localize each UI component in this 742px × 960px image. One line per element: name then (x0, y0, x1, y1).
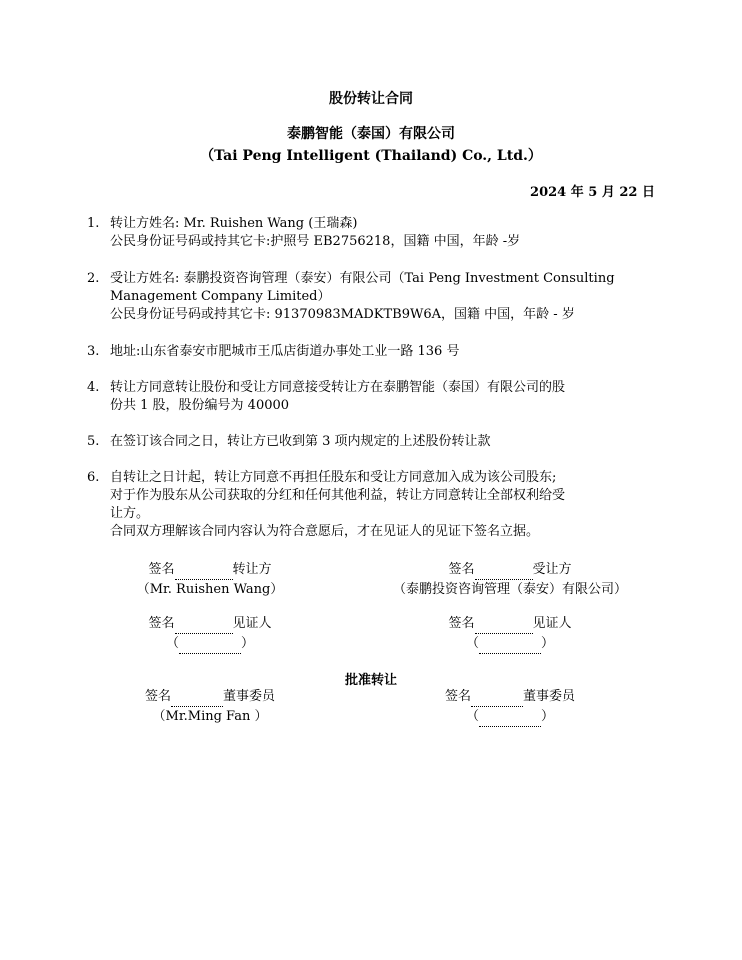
paren-close: ） (241, 636, 255, 651)
approval-title: 批准转让 (344, 673, 397, 688)
sign-label: 签名 (148, 616, 175, 631)
role-label: 转让方 (232, 562, 272, 577)
clause-line: 转让方同意转让股份和受让方同意接受转让方在泰鹏智能（泰国）有限公司的股 (110, 380, 566, 395)
signature-line (475, 618, 533, 634)
transferor-signature (130, 560, 290, 600)
clause-line: 转让方姓名: Mr. Ruishen Wang (王瑞森) (110, 216, 358, 231)
paren-close: ） (541, 636, 555, 651)
clause-number: 5. (87, 434, 100, 449)
clause-line: 公民身份证号码或持其它卡: 91370983MADKTB9W6A，国籍 中国，年龄 - 岁 (110, 307, 575, 322)
signature-line (471, 691, 523, 707)
paren-open: （ (465, 636, 479, 651)
signature-line (175, 618, 233, 634)
clause-number: 6. (87, 470, 100, 485)
transferee-signature (370, 560, 650, 600)
sign-label: 签名 (148, 562, 175, 577)
witness-right-signature (430, 614, 590, 654)
signature-line (171, 691, 223, 707)
signature-line (475, 564, 533, 580)
director-name-line (479, 711, 541, 727)
clause-line: 对于作为股东从公司获取的分红和任何其他利益，转让方同意转让全部权利给受 (110, 488, 566, 503)
clause-line: 地址:山东省泰安市肥城市王瓜店街道办事处工业一路 136 号 (110, 344, 460, 359)
sign-label: 签名 (444, 689, 471, 704)
clause-number: 3. (87, 344, 100, 359)
role-label: 董事委员 (223, 689, 276, 704)
signature-line (175, 564, 233, 580)
clause-line: Management Company Limited） (110, 289, 331, 304)
sign-label: 签名 (448, 562, 475, 577)
clause-2 (87, 270, 647, 324)
clause-line: 受让方姓名: 泰鹏投资咨询管理（泰安）有限公司（Tai Peng Investment Consulting (110, 271, 615, 286)
clause-line: 合同双方理解该合同内容认为符合意愿后，才在见证人的见证下签名立据。 (110, 524, 540, 539)
role-label: 董事委员 (523, 689, 576, 704)
clause-3 (87, 343, 647, 361)
document-title: 股份转让合同 (329, 91, 413, 107)
sign-label: 签名 (448, 616, 475, 631)
clause-1 (87, 215, 647, 251)
company-name-cn: 泰鹏智能（泰国）有限公司 (287, 126, 455, 142)
director-left-signature (120, 687, 300, 727)
clause-line: 让方。 (110, 506, 150, 521)
director-name: （Mr.Ming Fan ） (152, 709, 268, 724)
clause-line: 在签订该合同之日，转让方已收到第 3 项内规定的上述股份转让款 (110, 434, 491, 449)
role-label: 受让方 (532, 562, 572, 577)
paren-open: （ (465, 709, 479, 724)
clause-number: 1. (87, 216, 100, 231)
clause-5 (87, 433, 647, 451)
clause-6 (87, 469, 647, 541)
director-right-signature (420, 687, 600, 727)
clause-line: 份共 1 股，股份编号为 40000 (110, 398, 290, 413)
transferee-name: （泰鹏投资咨询管理（泰安）有限公司） (392, 582, 627, 597)
company-name-en: （Tai Peng Intelligent (Thailand) Co., Ltd.） (200, 148, 542, 164)
clause-number: 4. (87, 380, 100, 395)
sign-label: 签名 (144, 689, 171, 704)
contract-date: 2024 年 5 月 22 日 (530, 185, 655, 200)
clause-line: 自转让之日计起，转让方同意不再担任股东和受让方同意加入成为该公司股东; (110, 470, 557, 485)
clause-number: 2. (87, 271, 100, 286)
paren-close: ） (541, 709, 555, 724)
clause-4 (87, 379, 647, 415)
clause-line: 公民身份证号码或持其它卡:护照号 EB2756218，国籍 中国，年龄 -岁 (110, 234, 521, 249)
transferor-name: （Mr. Ruishen Wang） (136, 582, 284, 597)
witness-left-signature (130, 614, 290, 654)
witness-name-line (479, 638, 541, 654)
role-label: 见证人 (532, 616, 572, 631)
role-label: 见证人 (232, 616, 272, 631)
paren-open: （ (165, 636, 179, 651)
witness-name-line (179, 638, 241, 654)
